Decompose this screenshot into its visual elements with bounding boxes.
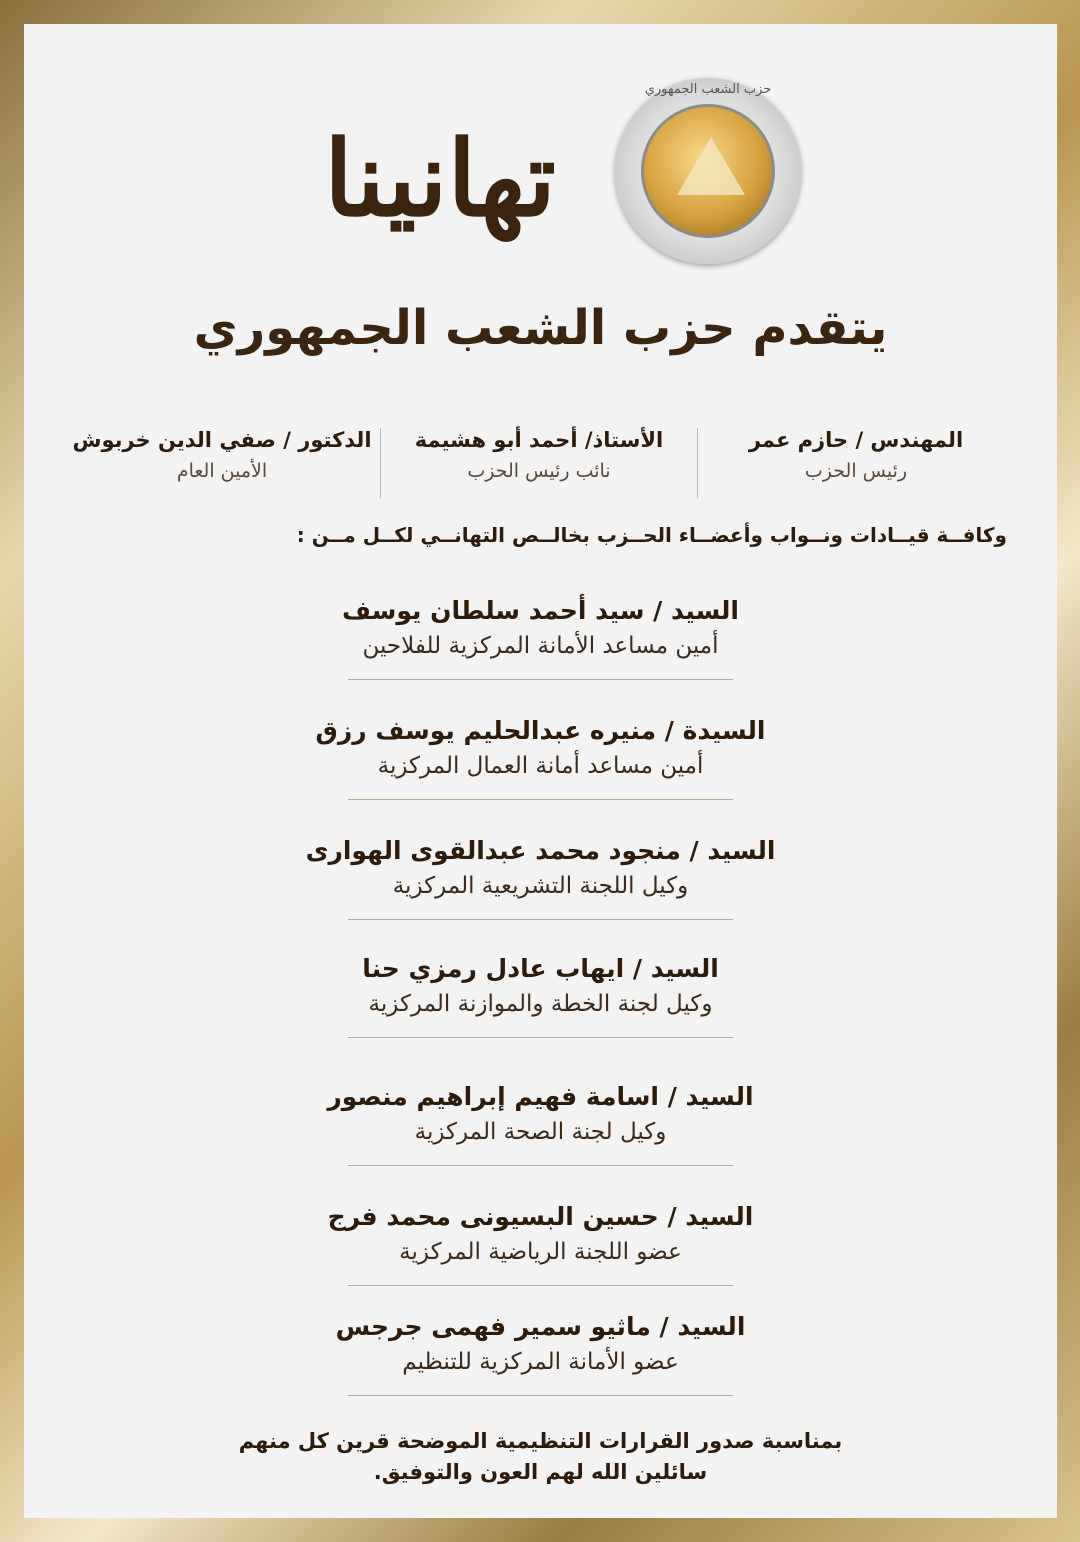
person-name: السيد / سيد أحمد سلطان يوسف xyxy=(342,596,739,625)
leader-name: المهندس / حازم عمر xyxy=(748,428,964,452)
closing-text xyxy=(24,1426,1057,1488)
intro-text: وكافــة قيــادات ونــواب وأعضــاء الحــزب بخالــص التهانــي لكــل مــن : xyxy=(296,523,1007,547)
divider xyxy=(348,1037,733,1038)
pyramid-icon xyxy=(677,137,745,195)
list-item xyxy=(24,1082,1057,1166)
greeting-calligraphy: تهانينا xyxy=(324,117,556,240)
divider xyxy=(348,799,733,800)
leader-role: الأمين العام xyxy=(176,460,268,482)
leaders-row xyxy=(64,428,1014,498)
divider xyxy=(348,1395,733,1396)
leader-item xyxy=(381,428,698,498)
person-name: السيدة / منيره عبدالحليم يوسف رزق xyxy=(315,716,766,745)
person-position: وكيل لجنة الخطة والموازنة المركزية xyxy=(368,991,713,1017)
list-item xyxy=(24,596,1057,680)
person-position: وكيل لجنة الصحة المركزية xyxy=(414,1119,667,1145)
congratulation-card xyxy=(24,24,1057,1518)
list-item xyxy=(24,836,1057,920)
person-name: السيد / منجود محمد عبدالقوى الهوارى xyxy=(305,836,776,865)
person-name: السيد / ايهاب عادل رمزي حنا xyxy=(362,954,719,983)
divider xyxy=(348,679,733,680)
closing-line: بمناسبة صدور القرارات التنظيمية الموضحة قرين كل منهم xyxy=(238,1429,843,1453)
person-position: عضو اللجنة الرياضية المركزية xyxy=(399,1239,682,1265)
leader-role: نائب رئيس الحزب xyxy=(467,460,611,482)
person-name: السيد / ماثيو سمير فهمى جرجس xyxy=(335,1312,746,1341)
person-position: وكيل اللجنة التشريعية المركزية xyxy=(392,873,689,899)
person-name: السيد / اسامة فهيم إبراهيم منصور xyxy=(327,1082,754,1111)
person-position: أمين مساعد الأمانة المركزية للفلاحين xyxy=(362,633,719,659)
list-item xyxy=(24,1202,1057,1286)
closing-line: سائلين الله لهم العون والتوفيق. xyxy=(373,1460,708,1484)
leader-name: الدكتور / صفي الدين خربوش xyxy=(72,428,372,452)
leader-item xyxy=(64,428,381,498)
page-title: يتقدم حزب الشعب الجمهوري xyxy=(193,300,888,356)
person-position: أمين مساعد أمانة العمال المركزية xyxy=(377,753,704,779)
divider xyxy=(348,1165,733,1166)
logo-emblem xyxy=(641,104,775,238)
leader-name: الأستاذ/ أحمد أبو هشيمة xyxy=(414,428,664,452)
divider xyxy=(348,919,733,920)
divider xyxy=(348,1285,733,1286)
person-position: عضو الأمانة المركزية للتنظيم xyxy=(402,1349,679,1375)
party-logo xyxy=(615,78,801,264)
list-item xyxy=(24,716,1057,800)
leader-item xyxy=(698,428,1014,498)
logo-text: حزب الشعب الجمهوري xyxy=(644,82,772,97)
person-name: السيد / حسين البسيونى محمد فرج xyxy=(327,1202,754,1231)
leader-role: رئيس الحزب xyxy=(804,460,908,482)
list-item xyxy=(24,1312,1057,1396)
list-item xyxy=(24,954,1057,1038)
